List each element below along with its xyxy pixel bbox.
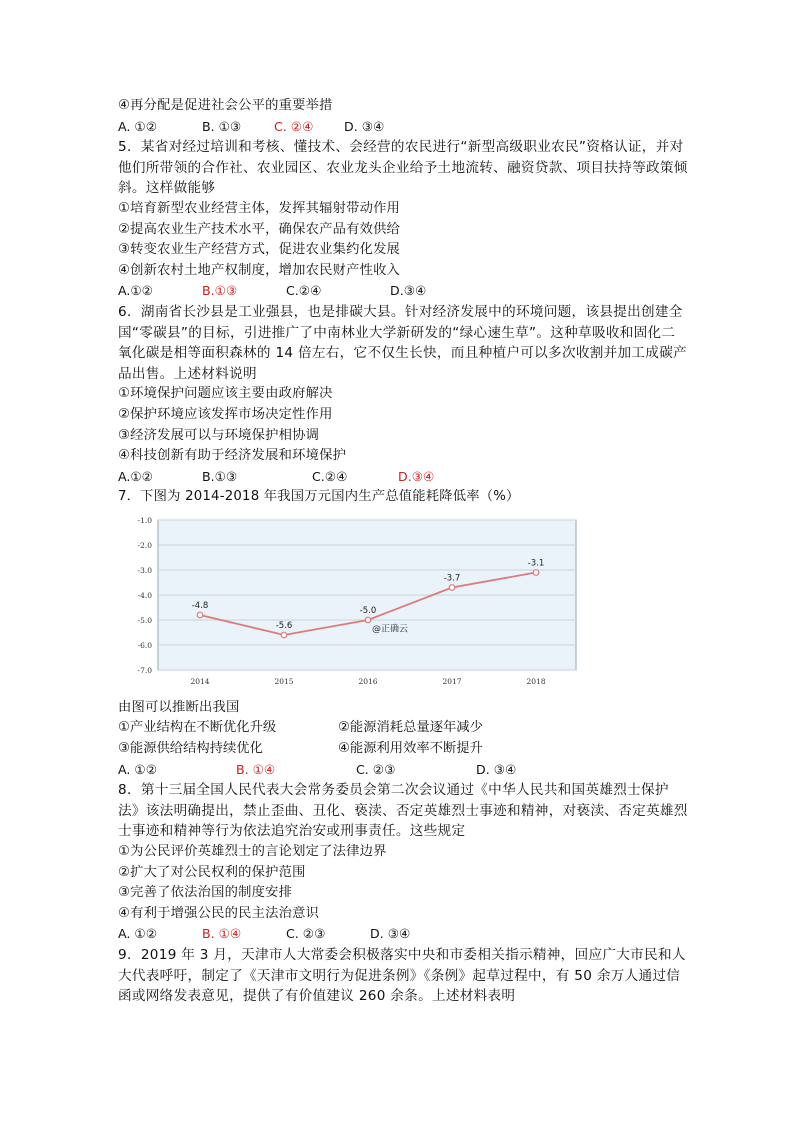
q7-option-a: A. ①② [118, 761, 157, 777]
q7-item-1: ①产业结构在不断优化升级 [118, 720, 277, 736]
watermark-text: @正确云 [371, 624, 409, 635]
q5-options [118, 281, 688, 302]
q8-option-c: C. ②③ [286, 926, 326, 942]
data-point [449, 585, 455, 591]
q8-item-4: ④有利于增强公民的民主法治意识 [118, 905, 320, 921]
q5-item-1: ①培育新型农业经营主体，发挥其辐射带动作用 [118, 200, 401, 216]
q8-option-a: A. ①② [118, 926, 157, 942]
q5-item-2: ②提高农业生产技术水平，确保农产品有效供给 [118, 221, 401, 237]
data-label: -3.7 [443, 573, 461, 584]
q6-option-b: B.①③ [202, 468, 238, 484]
q6-option-a: A.①② [118, 468, 153, 484]
q8-item-3: ③完善了依法治国的制度安排 [118, 885, 293, 901]
q6-stem: 6．湖南省长沙县是工业强县，也是排碳大县。针对经济发展中的环境问题，该县提出创建全国“零碳县”的目标，引进推广了中南林业大学新研发的“绿心速生草”。这种草吸收和固化二氧化碳是相等面积森林的 14 倍左右，它不仅生长快，而且种植户可以多次收割并加工成碳产品出售。上述材料说明 [118, 303, 687, 382]
y-tick-label: -6.0 [137, 640, 152, 650]
q4-option-b: B. ①③ [202, 118, 242, 134]
data-point [281, 632, 287, 638]
q6-item-1: ①环境保护问题应该主要由政府解决 [118, 386, 333, 402]
data-label: -5.0 [359, 605, 377, 616]
q7-items-row-2 [118, 739, 688, 760]
q6-option-d: D.③④ [398, 468, 435, 484]
q5-option-d: D.③④ [390, 283, 427, 299]
data-label: -3.1 [527, 558, 545, 569]
data-point [365, 617, 371, 623]
q5-option-c: C.②④ [286, 283, 322, 299]
q7-option-b: B. ①④ [236, 761, 276, 777]
exam-page [118, 96, 688, 1007]
q6-item-2: ②保护环境应该发挥市场决定性作用 [118, 406, 333, 422]
data-label: -5.6 [275, 620, 293, 631]
q7-option-c: C. ②③ [356, 761, 396, 777]
q8-item-2: ②扩大了对公民权利的保护范围 [118, 864, 306, 880]
energy-chart-svg [118, 514, 588, 694]
q5-option-b: B.①③ [202, 283, 238, 299]
x-tick-label: 2015 [274, 676, 294, 686]
q8-option-b: B. ①④ [202, 926, 242, 942]
q6-option-c: C.②④ [312, 468, 348, 484]
q7-item-4: ④能源利用效率不断提升 [338, 741, 483, 757]
q4-option-d: D. ③④ [344, 118, 385, 134]
q8-item-1: ①为公民评价英雄烈士的言论划定了法律边界 [118, 844, 387, 860]
data-point [197, 612, 203, 618]
q5-option-a: A.①② [118, 283, 153, 299]
q9-stem: 9．2019 年 3 月，天津市人大常委会积极落实中央和市委相关指示精神，回应广大市民和人大代表呼吁，制定了《天津市文明行为促进条例》《条例》起草过程中，有 50 余万人通过信函或网络发表意见，提供了有价值建议 260 余条。上述材料表明 [118, 947, 686, 1005]
q5-stem: 5．某省对经过培训和考核、懂技术、会经营的农民进行“新型高级职业农民”资格认证，并对他们所带领的合作社、农业园区、农业龙头企业给予土地流转、融资贷款、项目扶持等政策倾斜。这样做能够 [118, 139, 688, 197]
q5-item-4: ④创新农村土地产权制度，增加农民财产性收入 [118, 262, 401, 278]
y-tick-label: -7.0 [137, 665, 152, 675]
q8-options [118, 924, 688, 945]
q7-item-2: ②能源消耗总量逐年减少 [338, 720, 483, 736]
data-label: -4.8 [191, 600, 209, 611]
x-tick-label: 2016 [358, 676, 378, 686]
q6-options [118, 467, 688, 488]
q7-options [118, 760, 688, 781]
x-tick-label: 2017 [442, 676, 462, 686]
x-tick-label: 2018 [526, 676, 546, 686]
q7-option-d: D. ③④ [476, 761, 517, 777]
q7-item-3: ③能源供给结构持续优化 [118, 741, 263, 757]
x-tick-label: 2014 [190, 676, 210, 686]
y-tick-label: -1.0 [137, 515, 152, 525]
q6-item-3: ③经济发展可以与环境保护相协调 [118, 427, 320, 443]
data-point [533, 570, 539, 576]
y-tick-label: -3.0 [137, 565, 152, 575]
q7-after: 由图可以推断出我国 [118, 699, 240, 715]
q7-items-row-1 [118, 718, 688, 739]
q8-stem: 8．第十三届全国人民代表大会常务委员会第二次会议通过《中华人民共和国英雄烈士保护法》该法明确提出，禁止歪曲、丑化、亵渎、否定英雄烈士事迹和精神，对亵渎、否定英雄烈士事迹和精神等行为依法追究治安或刑事责任。这些规定 [118, 782, 688, 840]
q4-option-c: C. ②④ [274, 118, 314, 134]
y-tick-label: -4.0 [137, 590, 152, 600]
q4-item-4: ④再分配是促进社会公平的重要举措 [118, 98, 333, 113]
q6-item-4: ④科技创新有助于经济发展和环境保护 [118, 448, 347, 464]
q8-option-d: D. ③④ [370, 926, 411, 942]
q7-stem: 7．下图为 2014-2018 年我国万元国内生产总值能耗降低率（%） [118, 489, 520, 505]
y-tick-label: -2.0 [137, 540, 152, 550]
energy-chart [118, 514, 588, 694]
q5-item-3: ③转变农业生产经营方式，促进农业集约化发展 [118, 242, 401, 258]
q4-option-a: A. ①② [118, 118, 157, 134]
q4-options [118, 117, 688, 138]
y-tick-label: -5.0 [137, 615, 152, 625]
